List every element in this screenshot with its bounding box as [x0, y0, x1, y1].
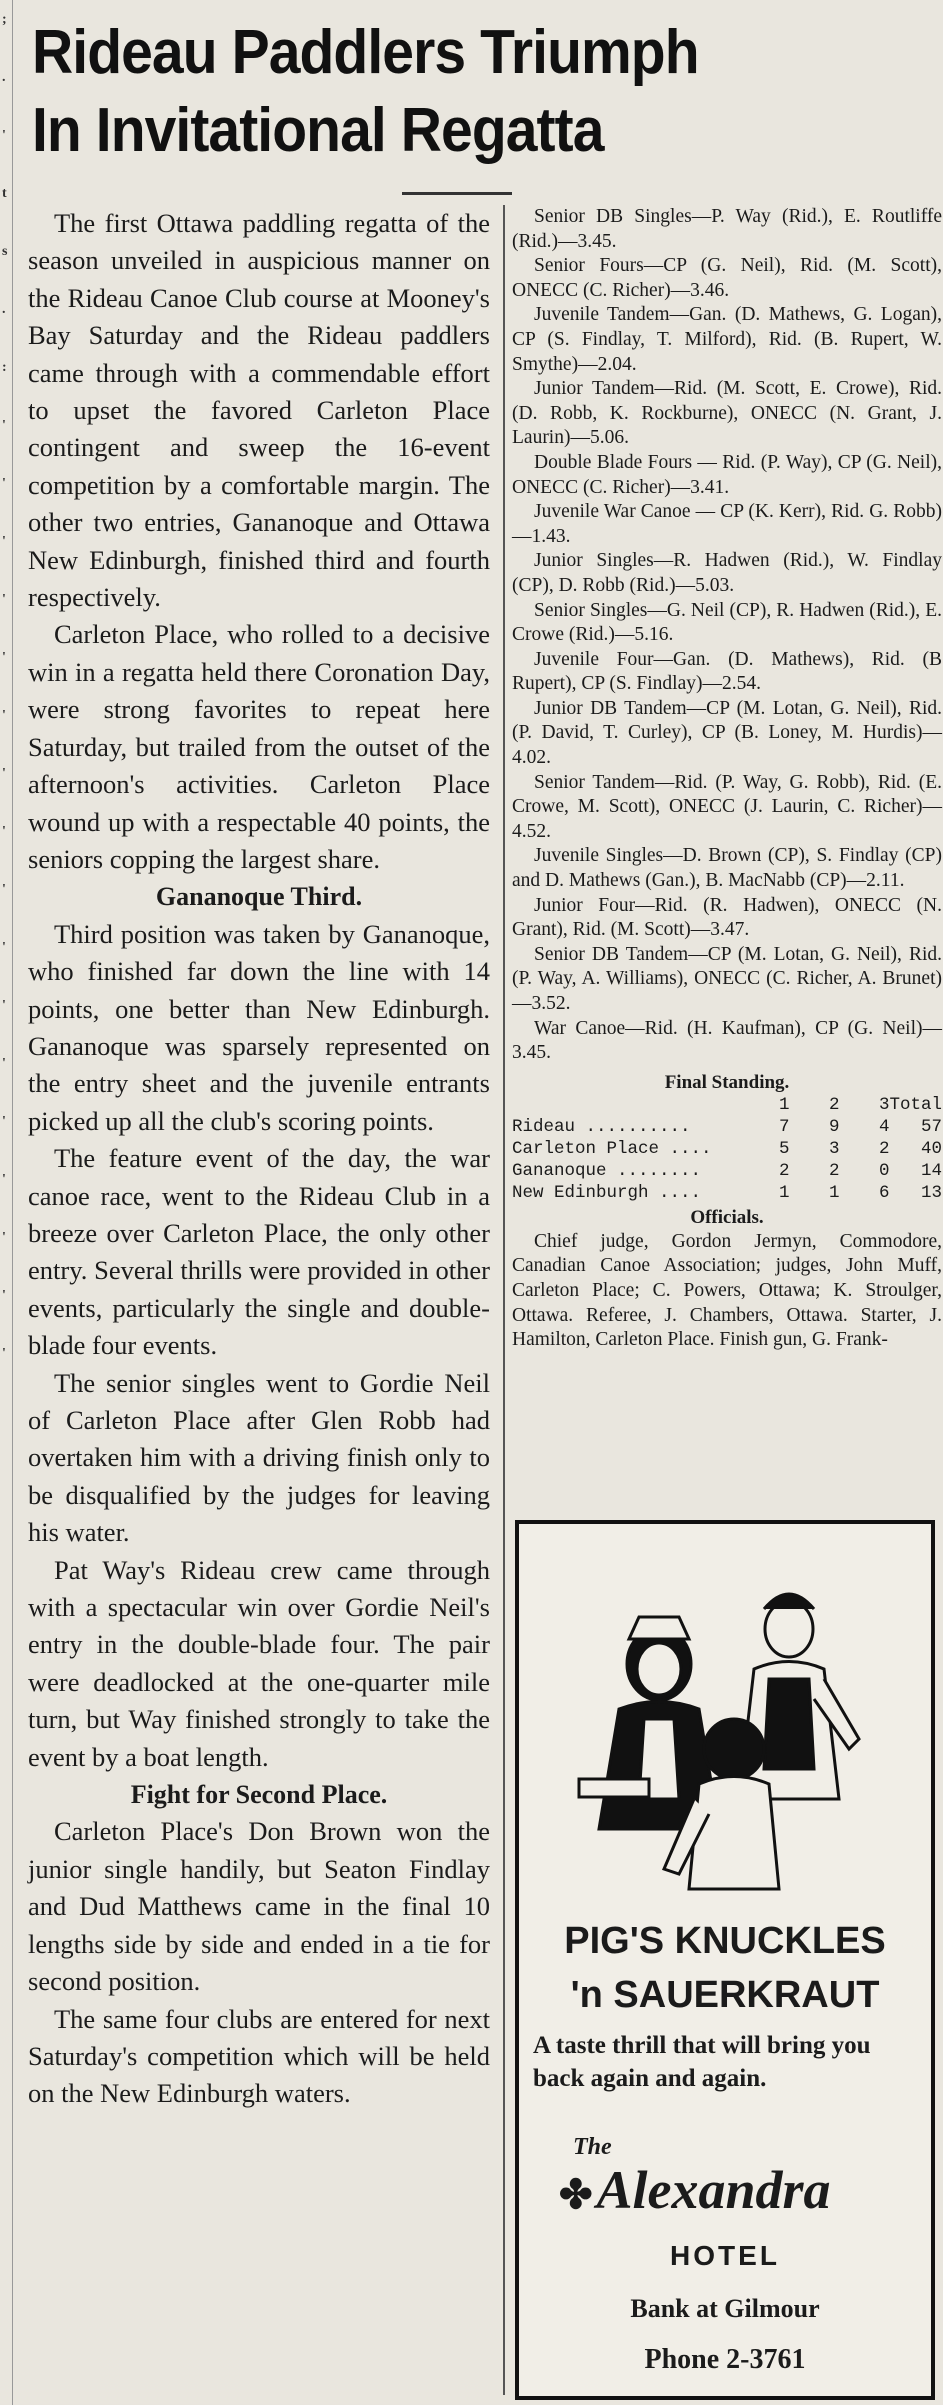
ad-the-label: The — [573, 2134, 612, 2160]
standings-cell-c1: 5 — [778, 1138, 790, 1159]
edge-mark: ' — [2, 940, 6, 955]
standings-header-row — [512, 1094, 942, 1116]
standings-cell-club: Carleton Place .... — [512, 1138, 712, 1159]
results-column — [512, 205, 942, 1353]
edge-mark: ' — [2, 650, 6, 665]
ad-tagline: A taste thrill that will bring you back again and again. — [533, 2032, 871, 2092]
standings-header-cell — [512, 1094, 739, 1116]
standings-cell-total: 40 — [920, 1138, 942, 1159]
ad-headline-line-2: 'n SAUERKRAUT — [570, 1974, 880, 2016]
subhead: Fight for Second Place. — [130, 1780, 388, 1810]
edge-mark: ' — [2, 766, 6, 781]
edge-mark: ; — [2, 12, 7, 27]
standings-cell-c2: 1 — [828, 1182, 840, 1203]
race-result: Senior DB Tandem—CP (M. Lotan, G. Neil), Rid. (P. Way, A. Williams), ONECC (C. Richer, A. Brunet)—3.52. — [512, 943, 942, 1014]
ad-headline — [519, 1914, 931, 2022]
officials-text: Chief judge, Gordon Jermyn, Commodore, Canadian Canoe Association; judges, John Muff, Carleton Place; C. Powers, Ottawa; K. Stroulger, Ottawa. Referee, J. Chambers, Ottawa. Starter, J. Hamilton, Carleton Place. Finish gun, G. Frank- — [512, 1230, 942, 1351]
headline-line-2: In Invitational Regatta — [32, 96, 604, 165]
standings-cell-c3: 0 — [878, 1160, 890, 1181]
standings-row — [512, 1116, 942, 1138]
ad-address: Bank at Gilmour — [630, 2294, 820, 2323]
officials-title: Officials. — [690, 1206, 764, 1228]
ad-hotel-label: HOTEL — [670, 2240, 780, 2271]
standings-row — [512, 1182, 942, 1204]
headline-rule — [402, 192, 512, 195]
headline-line-1: Rideau Paddlers Triumph — [32, 18, 699, 87]
standings-cell-c2: 9 — [828, 1116, 840, 1137]
waitresses-illustration-icon — [559, 1569, 899, 1899]
illustration-stroke — [764, 1679, 814, 1769]
illustration-stroke — [579, 1779, 649, 1797]
standings-header-cell: 1 — [778, 1094, 790, 1115]
edge-mark: ' — [2, 1056, 6, 1071]
edge-mark: t — [2, 186, 7, 201]
race-result: Senior Singles—G. Neil (CP), R. Hadwen (Rid.), E. Crowe (Rid.)—5.16. — [512, 599, 942, 646]
race-result: Juvenile Tandem—Gan. (D. Mathews, G. Logan), CP (S. Findlay, T. Milford), Rid. (B. Rupert, W. Smythe)—2.04. — [512, 304, 942, 375]
edge-mark: ' — [2, 534, 6, 549]
edge-mark: ' — [2, 1114, 6, 1129]
standings-row — [512, 1138, 942, 1160]
race-result: Junior Tandem—Rid. (M. Scott, E. Crowe), Rid. (D. Robb, K. Rockburne), ONECC (N. Grant, J. Laurin)—5.06. — [512, 378, 942, 449]
race-result: Juvenile Singles—D. Brown (CP), S. Findlay (CP) and D. Mathews (Gan.), B. MacNabb (CP)—2.11. — [512, 845, 942, 892]
edge-mark: ' — [2, 418, 6, 433]
article-paragraph: Third position was taken by Gananoque, who finished far down the line with 14 points, one better than New Edinburgh. Gananoque was sparsely represented on the entry sheet and the juvenile entrants picked up all the club's scoring points. — [28, 918, 490, 1136]
edge-mark: ' — [2, 1172, 6, 1187]
edge-mark: ' — [2, 998, 6, 1013]
race-result: Double Blade Fours — Rid. (P. Way), CP (G. Neil), ONECC (C. Richer)—3.41. — [512, 451, 942, 498]
illustration-stroke — [689, 1777, 779, 1890]
subhead: Gananoque Third. — [155, 882, 363, 912]
article-paragraph: Pat Way's Rideau crew came through with a spectacular win over Gordie Neil's entry in the double-blade four. The pair were deadlocked at the one-quarter mile turn, but Way finished strongly to take the event by a boat length. — [28, 1554, 490, 1772]
maple-leaf-icon: ✤ — [559, 2172, 593, 2217]
edge-mark: ' — [2, 824, 6, 839]
edge-mark: ' — [2, 592, 6, 607]
race-result: Senior Fours—CP (G. Neil), Rid. (M. Scott), ONECC (C. Richer)—3.46. — [512, 255, 942, 301]
article-paragraph: The same four clubs are entered for next Saturday's competition which will be held on the New Edinburgh waters. — [28, 2003, 490, 2109]
race-result: Senior DB Singles—P. Way (Rid.), E. Routliffe (Rid.)—3.45. — [512, 206, 942, 252]
illustration-stroke — [704, 1719, 764, 1779]
standings-cell-c2: 3 — [828, 1138, 840, 1159]
final-standings — [512, 1072, 942, 1204]
standings-cell-c1: 2 — [778, 1160, 790, 1181]
race-result: War Canoe—Rid. (H. Kaufman), CP (G. Neil)—3.45. — [512, 1017, 942, 1064]
alexandra-hotel-advertisement — [515, 1520, 935, 2400]
illustration-stroke — [765, 1601, 813, 1657]
race-result: Juvenile War Canoe — CP (K. Kerr), Rid. G. Robb)—1.43. — [512, 501, 942, 547]
race-result: Junior Singles—R. Hadwen (Rid.), W. Findlay (CP), D. Robb (Rid.)—5.03. — [512, 550, 942, 596]
newspaper-clipping — [22, 0, 942, 2405]
illustration-stroke — [637, 1643, 681, 1695]
edge-mark: s — [2, 244, 8, 259]
race-result: Junior DB Tandem—CP (M. Lotan, G. Neil), Rid. (P. David, T. Curley), CP (B. Loney, M. Hurdis)—4.02. — [512, 697, 942, 769]
illustration-stroke — [764, 1594, 814, 1609]
edge-mark: ' — [2, 476, 6, 491]
standings-cell-total: 14 — [920, 1160, 942, 1181]
edge-mark: ' — [2, 1288, 6, 1303]
standings-cell-c3: 6 — [878, 1182, 890, 1203]
ad-brand-name — [559, 2159, 919, 2221]
ad-headline-line-1: PIG'S KNUCKLES — [564, 1920, 886, 1962]
standings-cell-club: New Edinburgh .... — [512, 1182, 702, 1203]
article-paragraph: Carleton Place's Don Brown won the junior single handily, but Seaton Findlay and Dud Matthews came in the final 10 lengths side by side and ended in a tie for second position. — [28, 1816, 490, 1997]
edge-mark: . — [2, 302, 6, 317]
standings-title: Final Standing. — [664, 1071, 790, 1093]
standings-cell-total: 57 — [920, 1116, 942, 1137]
standings-cell-c1: 1 — [778, 1182, 790, 1203]
ad-phone: Phone 2-3761 — [644, 2344, 806, 2375]
page-edge-marks — [0, 0, 13, 2405]
standings-header-cell: Total — [889, 1094, 942, 1115]
article-paragraph: Carleton Place, who rolled to a decisive win in a regatta held there Coronation Day, were strong favorites to repeat here Saturday, but trailed from the outset of the afternoon's activities. Carleton Place wound up with a respectable 40 points, the seniors copping the largest share. — [28, 619, 490, 874]
article-paragraph: The feature event of the day, the war canoe race, went to the Rideau Club in a breeze over Carleton Place, the only other entry. Several thrills were provided in other events, particularly the single and double-blade four events. — [28, 1143, 490, 1361]
column-divider — [503, 205, 505, 2395]
race-result: Juvenile Four—Gan. (D. Mathews), Rid. (B Rupert), CP (S. Findlay)—2.54. — [512, 648, 942, 695]
ad-brand-text: Alexandra — [596, 2160, 831, 2220]
edge-mark: . — [2, 70, 6, 85]
standings-cell-c1: 7 — [778, 1116, 790, 1137]
standings-header-cell: 3 — [878, 1094, 890, 1115]
standings-cell-c3: 4 — [878, 1116, 890, 1137]
illustration-stroke — [629, 1617, 689, 1639]
edge-mark: ' — [2, 1346, 6, 1361]
standings-cell-c3: 2 — [878, 1138, 890, 1159]
standings-cell-club: Gananoque ........ — [512, 1160, 702, 1181]
standings-header-cell: 2 — [828, 1094, 840, 1115]
article-body — [28, 205, 490, 2113]
edge-mark: ' — [2, 882, 6, 897]
headline — [32, 14, 852, 170]
standings-cell-c2: 2 — [828, 1160, 840, 1181]
race-results — [512, 205, 942, 1066]
article-paragraph: The first Ottawa paddling regatta of the season unveiled in auspicious manner on the Rideau Canoe Club course at Mooney's Bay Saturday and the Rideau paddlers came through with a commendable effort to upset the favored Carleton Place contingent and sweep the 16-event competition by a comfortable margin. The other two entries, Gananoque and Ottawa New Edinburgh, finished third and fourth respectively. — [28, 208, 490, 613]
standings-cell-club: Rideau .......... — [512, 1116, 691, 1137]
race-result: Senior Tandem—Rid. (P. Way, G. Robb), Rid. (E. Crowe, M. Scott), ONECC (J. Laurin, C. Richer)—4.52. — [512, 771, 942, 842]
edge-mark: ' — [2, 708, 6, 723]
edge-mark: : — [2, 360, 7, 375]
edge-mark: ' — [2, 1230, 6, 1245]
race-result: Junior Four—Rid. (R. Hadwen), ONECC (N. Grant), Rid. (M. Scott)—3.47. — [512, 894, 942, 941]
standings-table — [512, 1094, 942, 1204]
edge-mark: ' — [2, 128, 6, 143]
standings-row — [512, 1160, 942, 1182]
standings-cell-total: 13 — [920, 1182, 942, 1203]
article-paragraph: The senior singles went to Gordie Neil of Carleton Place after Glen Robb had overtaken him with a driving finish only to be disqualified by the judges for leaving his water. — [28, 1367, 490, 1548]
